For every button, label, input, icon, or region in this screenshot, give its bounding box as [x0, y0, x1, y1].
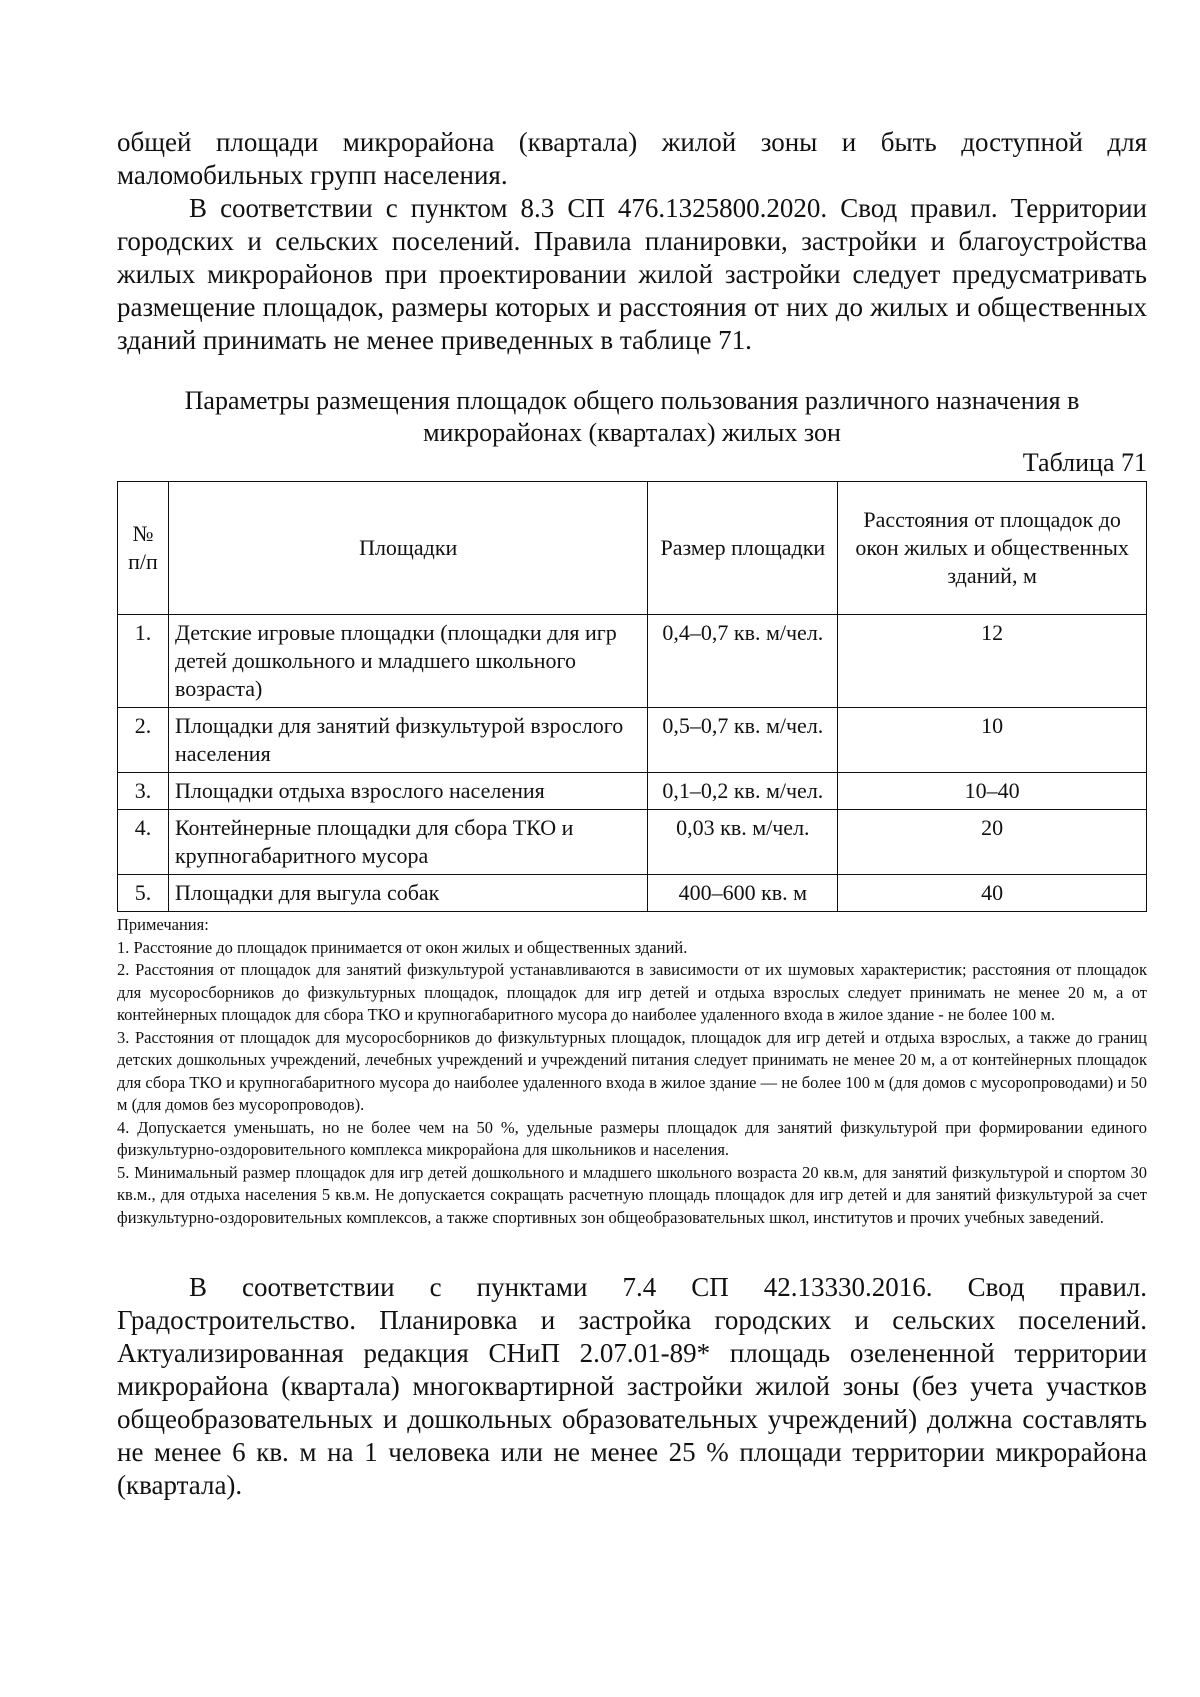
- table-number: Таблица 71: [1022, 448, 1147, 477]
- header-distance: Расстояния от площадок до окон жилых и общественных зданий, м: [838, 482, 1147, 615]
- header-name: Площадки: [168, 482, 647, 615]
- row-distance: 10–40: [838, 773, 1147, 810]
- header-size: Размер площадки: [648, 482, 838, 615]
- note-item: 1. Расстояние до площадок принимается от окон жилых и общественных зданий.: [117, 937, 688, 957]
- row-size: 400–600 кв. м: [648, 875, 838, 912]
- note-item: 4. Допускается уменьшать, но не более чем на 50 %, удельные размеры площадок для занятий физкультурой при формировании единого физкультурно-оздоровительного комплекса микрорайона для школьников и населения.: [117, 1117, 1147, 1159]
- row-size: 0,1–0,2 кв. м/чел.: [648, 773, 838, 810]
- row-num: 3.: [118, 773, 169, 810]
- row-size: 0,03 кв. м/чел.: [648, 810, 838, 875]
- table-caption: [117, 385, 1147, 449]
- table-row: [118, 810, 1147, 875]
- row-num: 1.: [118, 615, 169, 708]
- row-distance: 10: [838, 708, 1147, 773]
- table-row: [118, 615, 1147, 708]
- note-item: 5. Минимальный размер площадок для игр детей дошкольного и младшего школьного возраста 20 кв.м, для занятий физкультурой и спортом 30 кв.м., для отдыха населения 5 кв.м. Не допускается сокращать расчетную площадь площадок для игр детей и для занятий физкультурой за счет физкультурно-оздоровительных комплексов, а также спортивных зон общеобразовательных школ, институтов и прочих учебных заведений.: [117, 1162, 1147, 1227]
- row-distance: 12: [838, 615, 1147, 708]
- table-header-row: [118, 482, 1147, 615]
- row-name: Площадки для занятий физкультурой взрослого населения: [168, 708, 647, 773]
- table-row: [118, 773, 1147, 810]
- note-item: 2. Расстояния от площадок для занятий физкультурой устанавливаются в зависимости от их шумовых характеристик; расстояния от площадок для мусоросборников до физкультурных площадок, площадок для игр детей и отдыха взрослых следует принимать не менее 20 м, а от контейнерных площадок для сбора ТКО и крупногабаритного мусора до наиболее удаленного входа в жилое здание - не более 100 м.: [117, 960, 1147, 1024]
- note-item: 3. Расстояния от площадок для мусоросборников до физкультурных площадок, площадок для игр детей и отдыха взрослых, а также до границ детских дошкольных учреждений, лечебных учреждений и учреждений питания следует принимать не менее 20 м, а от контейнерных площадок для сбора ТКО и крупногабаритного мусора до наиболее удаленного входа в жилое здание — не более 100 м (для домов с мусоропроводами) и 50 м (для домов без мусоропроводов).: [117, 1027, 1147, 1114]
- row-num: 5.: [118, 875, 169, 912]
- row-size: 0,5–0,7 кв. м/чел.: [648, 708, 838, 773]
- notes-title: Примечания:: [117, 915, 209, 934]
- table-caption-line-1: Параметры размещения площадок общего пользования различного назначения в: [184, 386, 1080, 415]
- header-num: № п/п: [118, 482, 169, 615]
- table-caption-line-2: микрорайонах (кварталах) жилых зон: [423, 418, 841, 447]
- row-num: 4.: [118, 810, 169, 875]
- paragraph-standard-8-3: В соответствии с пунктом 8.3 СП 476.1325800.2020. Свод правил. Территории городских и сельских поселений. Правила планировки, застройки и благоустройства жилых микрорайонов при проектировании жилой застройки следует предусматривать размещение площадок, размеры которых и расстояния от них до жилых и общественных зданий принимать не менее приведенных в таблице 71.: [117, 193, 1147, 355]
- intro-line-1: общей площади микрорайона (квартала) жилой зоны и быть доступной для: [117, 127, 1147, 157]
- row-distance: 40: [838, 875, 1147, 912]
- parameters-table: [117, 481, 1147, 912]
- row-distance: 20: [838, 810, 1147, 875]
- table-row: [118, 708, 1147, 773]
- row-name: Площадки отдыха взрослого населения: [168, 773, 647, 810]
- document-page: [117, 126, 1147, 1502]
- row-name: Детские игровые площадки (площадки для игр детей дошкольного и младшего школьного возраста): [168, 615, 647, 708]
- row-size: 0,4–0,7 кв. м/чел.: [648, 615, 838, 708]
- paragraph-standard-7-4: В соответствии с пунктами 7.4 СП 42.13330.2016. Свод правил. Градостроительство. Планировка и застройка городских и сельских поселений. Актуализированная редакция СНиП 2.07.01-89* площадь озелененной территории микрорайона (квартала) многоквартирной застройки жилой зоны (без учета участков общеобразовательных и дошкольных образовательных учреждений) должна составлять не менее 6 кв. м на 1 человека или не менее 25 % площади территории микрорайона (квартала).: [117, 1272, 1147, 1500]
- table-row: [118, 875, 1147, 912]
- intro-line-2: маломобильных групп населения.: [117, 160, 508, 190]
- row-num: 2.: [118, 708, 169, 773]
- table-notes: [117, 914, 1147, 1229]
- row-name: Площадки для выгула собак: [168, 875, 647, 912]
- row-name: Контейнерные площадки для сбора ТКО и крупногабаритного мусора: [168, 810, 647, 875]
